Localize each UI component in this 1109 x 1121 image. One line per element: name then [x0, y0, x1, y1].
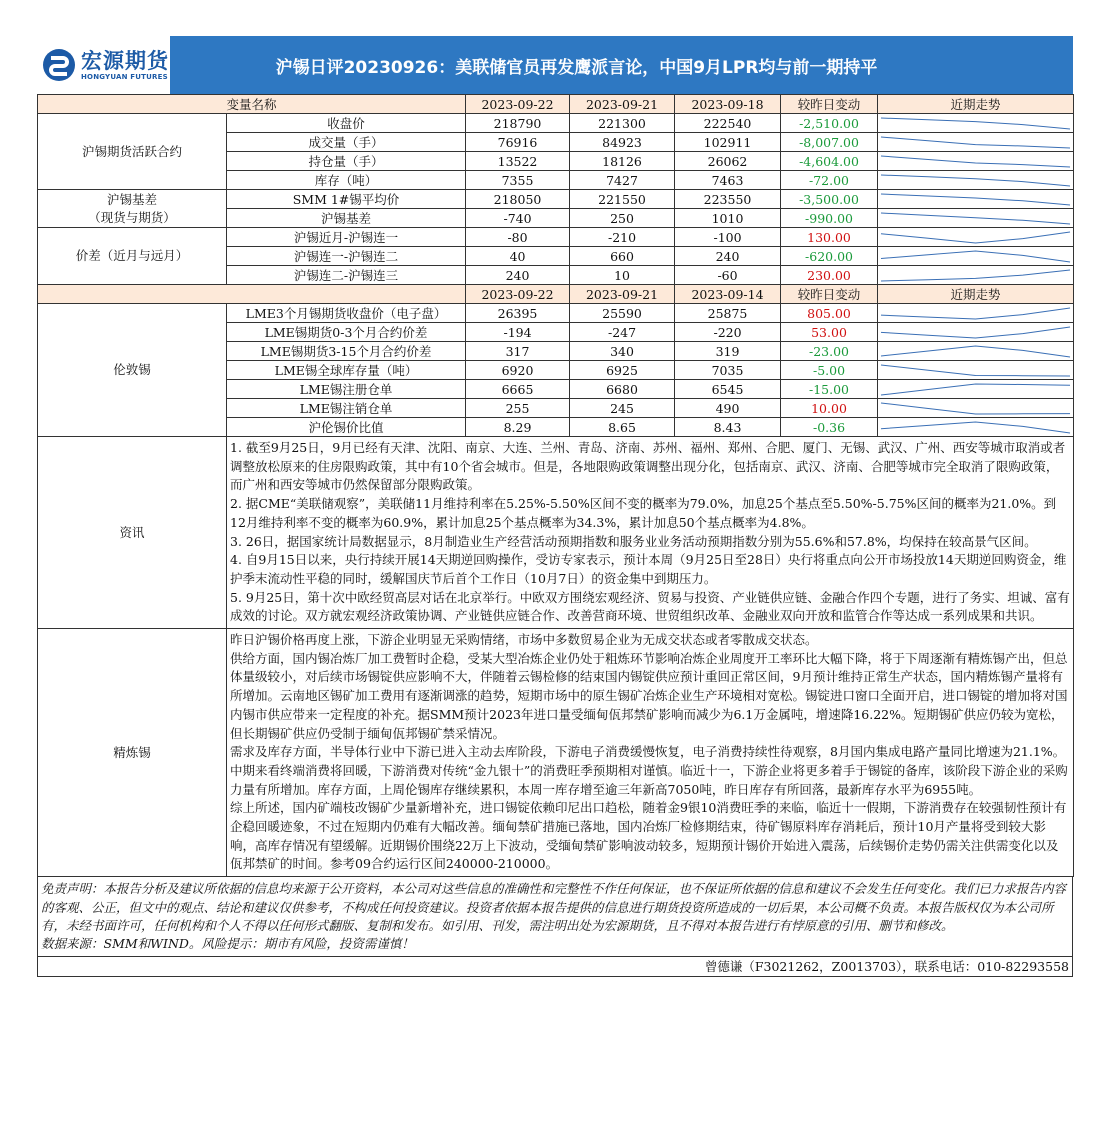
- variable-name: LME锡注销仓单: [227, 399, 466, 418]
- header-date-2: 2023-09-21: [570, 95, 675, 114]
- group-label-line: 伦敦锡: [113, 362, 151, 377]
- change-value: -2,510.00: [781, 114, 878, 133]
- trend-sparkline-icon: [878, 343, 1073, 360]
- analysis-paragraph: 综上所述，国内矿端枝改锡矿少量新增补充，进口锡锭依赖印尼出口趋松，随着金9银10消费旺季的来临，临近十一假期，下游消费存在较强韧性预计有企稳回暖迹象，不过在短期内仍难有大幅改善。缅甸禁矿措施已落地，国内冶炼厂检修期结束，待矿锡原料库存消耗后，预计10月产量将受到较大影响，高库存情况有望缓解。近期锡价围绕22万上下波动，受缅甸禁矿影响波动较多，短期预计锡价开始进入震荡，后续锡价走势仍需关注供需变化以及佤邦禁矿的时间。参考09合约运行区间240000-210000。: [230, 800, 1067, 872]
- analysis-paragraph: 需求及库存方面，半导体行业中下游已进入主动去库阶段，下游电子消费缓慢恢复，电子消费持续性待观察，8月国内集成电路产量同比增速为21.1%。: [230, 744, 1066, 760]
- value-date-1: 218050: [466, 190, 570, 209]
- change-value: 230.00: [781, 266, 878, 285]
- table-row: [38, 228, 1074, 247]
- table2-header-row: [38, 285, 1074, 304]
- header-date-1: 2023-09-22: [466, 95, 570, 114]
- value-date-2: 221300: [570, 114, 675, 133]
- value-date-1: 8.29: [466, 418, 570, 437]
- table-row: [38, 114, 1074, 133]
- header-change: 较昨日变动: [781, 285, 878, 304]
- change-value: -4,604.00: [781, 152, 878, 171]
- trend-cell: [878, 361, 1074, 380]
- header-trend: 近期走势: [878, 95, 1074, 114]
- change-value: -620.00: [781, 247, 878, 266]
- trend-sparkline-icon: [878, 362, 1073, 379]
- value-date-3: 7035: [675, 361, 781, 380]
- value-date-1: 7355: [466, 171, 570, 190]
- variable-name: LME锡全球库存量（吨）: [227, 361, 466, 380]
- value-date-3: 223550: [675, 190, 781, 209]
- value-date-1: -740: [466, 209, 570, 228]
- header-variable-name: 变量名称: [38, 95, 466, 114]
- change-value: -0.36: [781, 418, 878, 437]
- variable-name: 持仓量（手）: [227, 152, 466, 171]
- news-item: 5. 9月25日，第十次中欧经贸高层对话在北京举行。中欧双方围绕宏观经济、贸易与投资、产业链供应链、金融合作四个专题，进行了务实、坦诚、富有成效的讨论。双方就宏观经济政策协调、产业链供应链合作、改善营商环境、世贸组织改革、金融业双向开放和监管合作等达成一系列成果和共识。: [230, 589, 1070, 624]
- trend-sparkline-icon: [878, 305, 1073, 322]
- change-value: -15.00: [781, 380, 878, 399]
- group-label: [38, 228, 227, 285]
- value-date-2: -210: [570, 228, 675, 247]
- value-date-2: 340: [570, 342, 675, 361]
- value-date-2: 18126: [570, 152, 675, 171]
- value-date-3: -60: [675, 266, 781, 285]
- trend-sparkline-icon: [878, 153, 1073, 170]
- analysis-label: 精炼锡: [38, 629, 227, 877]
- trend-cell: [878, 228, 1074, 247]
- value-date-1: 13522: [466, 152, 570, 171]
- value-date-1: 26395: [466, 304, 570, 323]
- data-source-note: 数据来源：SMM和WIND。风险提示：期市有风险，投资需谨慎！: [41, 936, 414, 952]
- value-date-1: -194: [466, 323, 570, 342]
- change-value: 10.00: [781, 399, 878, 418]
- report-banner: [37, 36, 1073, 94]
- trend-cell: [878, 323, 1074, 342]
- trend-cell: [878, 133, 1074, 152]
- change-value: 130.00: [781, 228, 878, 247]
- trend-cell: [878, 342, 1074, 361]
- trend-cell: [878, 190, 1074, 209]
- value-date-2: 245: [570, 399, 675, 418]
- trend-cell: [878, 171, 1074, 190]
- header-blank: [38, 285, 466, 304]
- variable-name: 收盘价: [227, 114, 466, 133]
- variable-name: SMM 1#锡平均价: [227, 190, 466, 209]
- group-label-line: （现货与期货）: [88, 209, 176, 225]
- report-title: 沪锡日评20230926：美联储官员再发鹰派言论，中国9月LPR均与前一期持平: [275, 57, 878, 78]
- table-row: [38, 190, 1074, 209]
- value-date-3: 7463: [675, 171, 781, 190]
- logo-chinese-name: 宏源期货: [81, 49, 169, 73]
- change-value: -3,500.00: [781, 190, 878, 209]
- variable-name: 沪锡近月-沪锡连一: [227, 228, 466, 247]
- disclaimer-text: 免责声明：本报告分析及建议所依据的信息均来源于公开资料，本公司对这些信息的准确性和完整性不作任何保证，也不保证所依据的信息和建议不会发生任何变化。我们已力求报告内容的客观、公正，但文中的观点、结论和建议仅供参考，不构成任何投资建议。投资者依据本报告提供的信息进行期货投资所造成的一切后果，本公司概不负责。本报告版权仅为本公司所有，未经书面许可，任何机构和个人不得以任何形式翻版、复制和发布。如引用、刊发，需注明出处为宏源期货，且不得对本报告进行有悖原意的引用、删节和修改。: [41, 881, 1067, 933]
- value-date-3: 1010: [675, 209, 781, 228]
- value-date-1: 6665: [466, 380, 570, 399]
- variable-name: 沪锡基差: [227, 209, 466, 228]
- trend-sparkline-icon: [878, 172, 1073, 189]
- value-date-2: 660: [570, 247, 675, 266]
- variable-name: LME锡注册仓单: [227, 380, 466, 399]
- disclaimer: [37, 877, 1073, 957]
- value-date-3: 319: [675, 342, 781, 361]
- trend-cell: [878, 380, 1074, 399]
- trend-cell: [878, 209, 1074, 228]
- change-value: -8,007.00: [781, 133, 878, 152]
- value-date-3: -220: [675, 323, 781, 342]
- value-date-2: -247: [570, 323, 675, 342]
- news-label: 资讯: [38, 437, 227, 629]
- analysis-paragraph: 昨日沪锡价格再度上涨，下游企业明显无采购情绪，市场中多数贸易企业为无成交状态或者零散成交状态。: [230, 632, 818, 648]
- group-label: [38, 190, 227, 228]
- group-label-line: 价差（近月与远月）: [75, 248, 189, 263]
- value-date-1: 40: [466, 247, 570, 266]
- group-label: [38, 114, 227, 190]
- value-date-2: 250: [570, 209, 675, 228]
- value-date-3: 490: [675, 399, 781, 418]
- trend-sparkline-icon: [878, 419, 1073, 436]
- value-date-1: -80: [466, 228, 570, 247]
- trend-sparkline-icon: [878, 210, 1073, 227]
- trend-sparkline-icon: [878, 134, 1073, 151]
- header-change: 较昨日变动: [781, 95, 878, 114]
- value-date-2: 84923: [570, 133, 675, 152]
- trend-cell: [878, 266, 1074, 285]
- change-value: -72.00: [781, 171, 878, 190]
- news-content: [227, 437, 1074, 629]
- value-date-3: 6545: [675, 380, 781, 399]
- news-item: 3. 26日，据国家统计局数据显示，8月制造业生产经营活动预期指数和服务业业务活动预期指数分别为55.6%和57.8%，均保持在较高景气区间。: [230, 533, 1037, 549]
- table1-header-row: [38, 95, 1074, 114]
- trend-sparkline-icon: [878, 381, 1073, 398]
- variable-name: 成交量（手）: [227, 133, 466, 152]
- trend-cell: [878, 247, 1074, 266]
- table-row: [38, 304, 1074, 323]
- value-date-1: 76916: [466, 133, 570, 152]
- value-date-3: 102911: [675, 133, 781, 152]
- trend-sparkline-icon: [878, 248, 1073, 265]
- logo-english-name: HONGYUAN FUTURES: [81, 73, 168, 81]
- value-date-3: 26062: [675, 152, 781, 171]
- value-date-3: 222540: [675, 114, 781, 133]
- value-date-1: 6920: [466, 361, 570, 380]
- value-date-1: 240: [466, 266, 570, 285]
- variable-name: 库存（吨）: [227, 171, 466, 190]
- analysis-paragraph: 中期来看终端消费将回暖，下游消费对传统“金九银十”的消费旺季预期相对谨慎。临近十一，下游企业将更多着手于锡锭的备库，该阶段下游企业的采购力量有所增加。库存方面，上周伦锡库存继续累积，本周一库存增至逾三年新高7050吨，昨日库存有所回落，最新库存水平为6955吨。: [230, 762, 1068, 797]
- trend-sparkline-icon: [878, 267, 1073, 284]
- change-value: -23.00: [781, 342, 878, 361]
- value-date-2: 8.65: [570, 418, 675, 437]
- news-item: 2. 据CME“美联储观察”，美联储11月维持利率在5.25%-5.50%区间不变的概率为79.0%，加息25个基点至5.50%-5.75%区间的概率为21.0%。到12月维持利率不变的概率为60.9%，累计加息25个基点概率为34.3%，累计加息50个基点概率为4.8%。: [230, 496, 1057, 530]
- variable-name: 沪锡连一-沪锡连二: [227, 247, 466, 266]
- data-table: [37, 94, 1074, 877]
- value-date-2: 6680: [570, 380, 675, 399]
- company-logo: [37, 36, 170, 94]
- value-date-2: 6925: [570, 361, 675, 380]
- trend-cell: [878, 152, 1074, 171]
- value-date-2: 25590: [570, 304, 675, 323]
- header-date-2: 2023-09-21: [570, 285, 675, 304]
- variable-name: LME锡期货3-15个月合约价差: [227, 342, 466, 361]
- variable-name: LME3个月锡期货收盘价（电子盘）: [227, 304, 466, 323]
- change-value: 805.00: [781, 304, 878, 323]
- value-date-3: 25875: [675, 304, 781, 323]
- author-contact: 曾德谦（F3021262，Z0013703），联系电话：010-82293558: [37, 957, 1073, 977]
- news-item: 4. 自9月15日以来，央行持续开展14天期逆回购操作，受访专家表示，预计本周（9月25日至28日）央行将重点向公开市场投放14天期逆回购资金，维护季末流动性平稳的同时，缓解国庆节后首个工作日（10月7日）的资金集中到期压力。: [230, 552, 1067, 586]
- group-label-line: 沪锡基差: [106, 191, 157, 207]
- trend-sparkline-icon: [878, 324, 1073, 341]
- trend-cell: [878, 418, 1074, 437]
- value-date-3: 240: [675, 247, 781, 266]
- analysis-paragraph: 供给方面，国内锡冶炼厂加工费暂时企稳，受某大型冶炼企业仍处于粗炼环节影响冶炼企业周度开工率环比大幅下降，将于下周逐渐有精炼锡产出，但总体量级较小，对后续市场锡锭供应影响不大，伴随着云锡检修的结束国内锡锭供应预计重回正常区间，9月预计维持正常生产状态，国内精炼锡产量将有所增加。云南地区锡矿加工费用有逐渐调涨的趋势，短期市场中的原生锡矿冶炼企业生产环境相对宽松。锡锭进口窗口全面开启，进口锡锭的增加将对国内锡市供应带来一定程度的补充。据SMM预计2023年进口量受缅甸佤邦禁矿影响而减少为6.1万金属吨，增速降16.22%。短期锡矿供应仍较为宽松，但长期锡矿供应仍受制于缅甸佤邦锡矿禁采情况。: [230, 650, 1068, 741]
- news-section: [38, 437, 1074, 629]
- news-item: 1. 截至9月25日，9月已经有天津、沈阳、南京、大连、兰州、青岛、济南、苏州、福州、郑州、合肥、厦门、无锡、武汉、广州、西安等城市取消或者调整放松原来的住房限购政策，其中有10个省会城市。但是，各地限购政策调整出现分化，包括南京、武汉、济南、合肥等城市完全取消了限购政策，而广州和西安等城市仍然保留部分限购政策。: [230, 440, 1066, 493]
- trend-cell: [878, 304, 1074, 323]
- analysis-content: [227, 629, 1074, 877]
- header-date-3: 2023-09-14: [675, 285, 781, 304]
- trend-sparkline-icon: [878, 191, 1073, 208]
- value-date-3: -100: [675, 228, 781, 247]
- value-date-1: 317: [466, 342, 570, 361]
- trend-cell: [878, 114, 1074, 133]
- group-label-line: 沪锡期货活跃合约: [81, 143, 182, 159]
- trend-sparkline-icon: [878, 229, 1073, 246]
- header-date-3: 2023-09-18: [675, 95, 781, 114]
- change-value: -5.00: [781, 361, 878, 380]
- variable-name: 沪锡连二-沪锡连三: [227, 266, 466, 285]
- value-date-2: 7427: [570, 171, 675, 190]
- value-date-1: 255: [466, 399, 570, 418]
- change-value: 53.00: [781, 323, 878, 342]
- change-value: -990.00: [781, 209, 878, 228]
- hongyuan-logo-icon: [41, 47, 77, 83]
- value-date-2: 10: [570, 266, 675, 285]
- analysis-section: [38, 629, 1074, 877]
- value-date-1: 218790: [466, 114, 570, 133]
- trend-cell: [878, 399, 1074, 418]
- trend-sparkline-icon: [878, 115, 1073, 132]
- header-date-1: 2023-09-22: [466, 285, 570, 304]
- header-trend: 近期走势: [878, 285, 1074, 304]
- group-label: [38, 304, 227, 437]
- value-date-3: 8.43: [675, 418, 781, 437]
- trend-sparkline-icon: [878, 400, 1073, 417]
- report-sheet: [37, 36, 1073, 977]
- value-date-2: 221550: [570, 190, 675, 209]
- variable-name: LME锡期货0-3个月合约价差: [227, 323, 466, 342]
- variable-name: 沪伦锡价比值: [227, 418, 466, 437]
